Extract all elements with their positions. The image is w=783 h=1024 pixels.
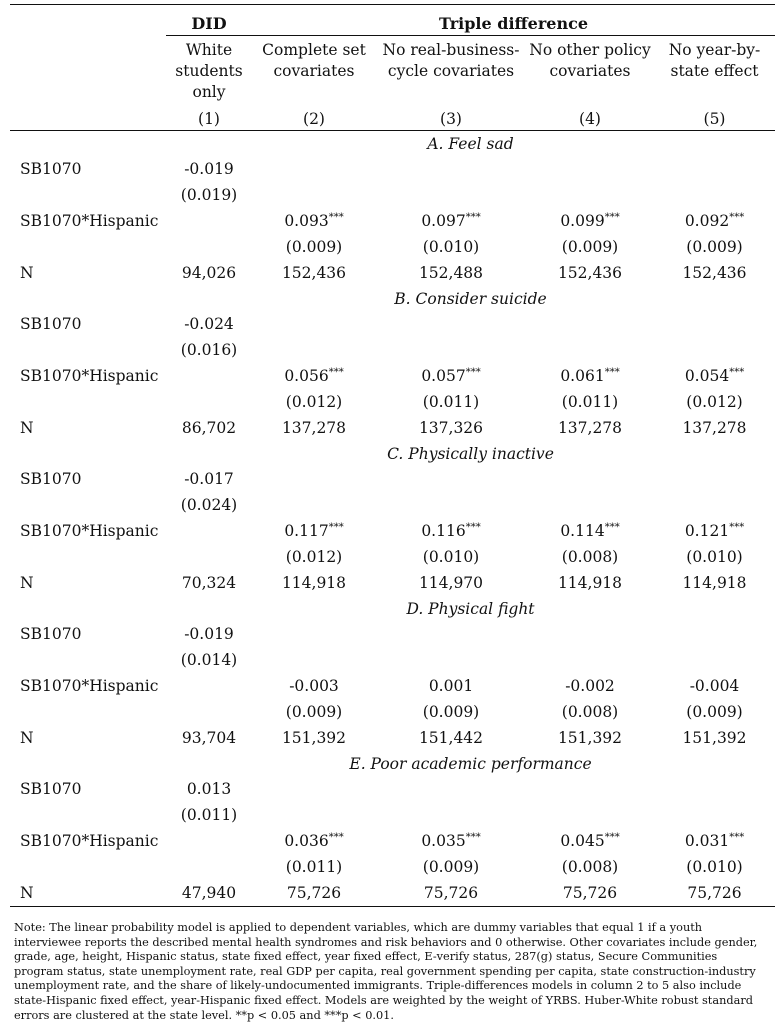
standard-error-cell [252,647,376,673]
coefficient-value: 0.114 [560,522,605,540]
coefficient-cell [654,725,775,751]
coefficient-value: -0.019 [184,160,234,178]
significance-stars: *** [604,521,620,533]
row-label: SB1070 [20,470,82,488]
column-header-1 [166,36,252,105]
coefficient-value: 137,278 [281,419,347,437]
coefficient-cell [376,673,526,699]
standard-error-cell: (0.010) [686,548,743,566]
coefficient-value: 151,442 [418,729,484,747]
coefficient-cell [376,466,526,492]
coefficient-cell [376,156,526,182]
coefficient-cell [252,621,376,647]
coefficient-value: 114,970 [418,574,484,592]
coefficient-value: 114,918 [557,574,623,592]
standard-error-cell [166,699,252,725]
standard-error-row [10,647,775,673]
coefficient-cell [252,363,376,389]
row-label: SB1070*Hispanic [20,367,159,385]
row-label: N [20,264,34,282]
coefficient-value: 75,726 [562,884,618,902]
coefficient-cell [526,208,654,234]
column-header-line: covariates [549,62,631,80]
coefficient-cell [654,311,775,337]
column-header-line: students [175,62,243,80]
coefficient-cell [166,466,252,492]
standard-error-cell [526,802,654,828]
panel-title: B. Consider suicide [394,289,547,308]
significance-stars: *** [465,211,481,223]
row-label: SB1070*Hispanic [20,677,159,695]
coefficient-cell [526,570,654,596]
row-label: SB1070 [20,315,82,333]
standard-error-cell [376,182,526,208]
standard-error-cell [376,647,526,673]
column-header-4 [526,36,654,105]
coefficient-cell [654,415,775,441]
coefficient-cell [654,673,775,699]
column-header-line: White [185,41,233,59]
panel-title: E. Poor academic performance [349,754,592,773]
coefficient-cell [166,311,252,337]
coefficient-value: 0.035 [421,832,466,850]
column-header-line: only [192,83,226,101]
column-number-3: (3) [376,104,526,131]
significance-stars: *** [604,366,620,378]
coefficient-value: 47,940 [181,884,237,902]
row-label: SB1070*Hispanic [20,522,159,540]
table-row [10,673,775,699]
standard-error-cell [166,854,252,880]
significance-stars: *** [328,521,344,533]
row-label: SB1070 [20,625,82,643]
coefficient-cell [252,880,376,907]
standard-error-cell: (0.010) [422,238,480,256]
coefficient-value: 75,726 [687,884,742,902]
coefficient-cell [166,208,252,234]
coefficient-value: 137,326 [418,419,484,437]
standard-error-cell: (0.012) [285,393,343,411]
table-row [10,208,775,234]
table-row [10,828,775,854]
significance-stars: *** [729,211,745,223]
coefficient-value: 137,278 [557,419,623,437]
table-row [10,156,775,182]
standard-error-cell: (0.024) [180,496,238,514]
significance-stars: *** [328,831,344,843]
coefficient-cell [654,260,775,286]
standard-error-row [10,802,775,828]
standard-error-cell [526,647,654,673]
coefficient-value: 94,026 [181,264,237,282]
table-row [10,725,775,751]
coefficient-cell [166,621,252,647]
coefficient-value: -0.017 [184,470,234,488]
coefficient-cell [252,466,376,492]
significance-stars: *** [729,366,745,378]
standard-error-cell [654,492,775,518]
significance-stars: *** [328,211,344,223]
coefficient-value: 0.056 [284,367,329,385]
coefficient-cell [654,518,775,544]
column-number-1: (1) [166,104,252,131]
standard-error-cell: (0.011) [561,393,619,411]
coefficient-value: 137,278 [682,419,747,437]
row-label: SB1070 [20,780,82,798]
standard-error-cell [166,234,252,260]
standard-error-cell [252,492,376,518]
row-label: N [10,880,166,907]
significance-stars: *** [604,211,620,223]
standard-error-cell: (0.019) [180,186,238,204]
significance-stars: *** [465,521,481,533]
table-row [10,260,775,286]
coefficient-value: -0.002 [565,677,615,695]
table-row [10,621,775,647]
coefficient-cell [252,518,376,544]
coefficient-cell [654,828,775,854]
coefficient-value: 0.117 [284,522,329,540]
coefficient-cell [654,621,775,647]
column-header-3 [376,36,526,105]
standard-error-row [10,337,775,363]
coefficient-value: 0.045 [560,832,605,850]
coefficient-cell [526,466,654,492]
table-row [10,570,775,596]
coefficient-value: 75,726 [286,884,342,902]
standard-error-cell: (0.012) [285,548,343,566]
table-body [10,5,775,907]
coefficient-value: 0.057 [421,367,466,385]
column-number-5: (5) [654,104,775,131]
coefficient-cell [376,725,526,751]
coefficient-cell [654,208,775,234]
coefficient-cell [166,673,252,699]
coefficient-cell [654,156,775,182]
standard-error-row [10,492,775,518]
coefficient-cell [654,363,775,389]
row-label: N [20,419,34,437]
coefficient-cell [376,621,526,647]
coefficient-cell [376,828,526,854]
coefficient-value: 0.093 [284,212,329,230]
coefficient-cell [376,518,526,544]
coefficient-cell [166,156,252,182]
panel-title: D. Physical fight [406,599,535,618]
coefficient-cell [376,776,526,802]
coefficient-value: -0.003 [289,677,339,695]
coefficient-cell [376,880,526,907]
coefficient-value: 0.013 [186,780,232,798]
table-row [10,776,775,802]
significance-stars: *** [465,831,481,843]
coefficient-value: 70,324 [181,574,237,592]
standard-error-cell: (0.011) [180,806,238,824]
coefficient-value: 75,726 [423,884,479,902]
column-number-row [10,104,775,131]
standard-error-cell [166,389,252,415]
coefficient-cell [654,776,775,802]
table-row [10,880,775,907]
coefficient-value: 0.031 [684,832,730,850]
coefficient-value: 152,436 [682,264,747,282]
group-label-triple: Triple difference [252,11,775,36]
coefficient-value: 0.097 [421,212,466,230]
coefficient-cell [526,311,654,337]
coefficient-cell [166,570,252,596]
coefficient-cell [526,518,654,544]
coefficient-cell [526,621,654,647]
standard-error-cell: (0.009) [422,858,480,876]
standard-error-cell: (0.010) [686,858,743,876]
coefficient-value: 0.099 [560,212,605,230]
coefficient-value: 0.036 [284,832,329,850]
significance-stars: *** [604,831,620,843]
coefficient-value: 151,392 [281,729,347,747]
coefficient-cell [252,208,376,234]
coefficient-cell [166,880,252,907]
column-number-4: (4) [526,104,654,131]
coefficient-cell [252,260,376,286]
coefficient-value: -0.019 [184,625,234,643]
column-header-line: No other policy [529,41,651,59]
standard-error-cell [252,802,376,828]
column-header-5 [654,36,775,105]
table-row [10,466,775,492]
coefficient-cell [252,828,376,854]
panel-title-row [10,596,775,621]
column-header-line: state effect [670,62,759,80]
standard-error-cell [654,182,775,208]
coefficient-cell [166,260,252,286]
coefficient-value: 86,702 [181,419,237,437]
standard-error-cell [166,544,252,570]
coefficient-value: 93,704 [181,729,237,747]
standard-error-row [10,854,775,880]
standard-error-row [10,389,775,415]
standard-error-cell: (0.011) [285,858,343,876]
standard-error-cell: (0.011) [422,393,480,411]
coefficient-cell [526,725,654,751]
significance-stars: *** [729,521,745,533]
coefficient-cell [376,311,526,337]
row-label: SB1070*Hispanic [20,832,159,850]
coefficient-value: 114,918 [281,574,347,592]
coefficient-cell [376,260,526,286]
standard-error-cell [376,492,526,518]
regression-table [10,4,775,907]
standard-error-row [10,234,775,260]
standard-error-cell [526,337,654,363]
panel-title-row [10,286,775,311]
panel-title-row [10,441,775,466]
row-label: N [20,729,34,747]
table-row [10,518,775,544]
standard-error-cell [252,337,376,363]
column-header-line: No year-by- [668,41,761,59]
coefficient-value: 152,488 [418,264,484,282]
column-header-2 [252,36,376,105]
column-header-line: Complete set [262,41,366,59]
coefficient-value: -0.024 [184,315,234,333]
coefficient-cell [526,880,654,907]
standard-error-cell: (0.012) [686,393,743,411]
standard-error-cell [252,182,376,208]
coefficient-cell [252,156,376,182]
standard-error-cell: (0.014) [180,651,238,669]
coefficient-cell [166,518,252,544]
standard-error-cell: (0.009) [686,238,743,256]
standard-error-cell: (0.008) [561,858,619,876]
table-row [10,311,775,337]
coefficient-cell [252,673,376,699]
coefficient-value: 152,436 [557,264,623,282]
coefficient-cell [526,156,654,182]
significance-stars: *** [328,366,344,378]
standard-error-row [10,699,775,725]
row-label: N [20,574,34,592]
coefficient-cell [166,363,252,389]
coefficient-cell [526,363,654,389]
standard-error-row [10,544,775,570]
coefficient-cell [166,415,252,441]
coefficient-value: 152,436 [281,264,347,282]
panel-title: A. Feel sad [427,134,514,153]
coefficient-value: 0.054 [684,367,730,385]
standard-error-cell [654,647,775,673]
significance-stars: *** [465,366,481,378]
standard-error-cell: (0.008) [561,703,619,721]
standard-error-cell [526,492,654,518]
coefficient-cell [654,570,775,596]
standard-error-cell: (0.010) [422,548,480,566]
coefficient-value: 0.116 [421,522,466,540]
group-label-did: DID [166,11,252,36]
coefficient-cell [252,415,376,441]
coefficient-cell [376,415,526,441]
coefficient-cell [526,673,654,699]
standard-error-cell [526,182,654,208]
panel-title: C. Physically inactive [387,444,554,463]
standard-error-cell [376,802,526,828]
panel-title-row [10,131,775,157]
coefficient-value: 0.092 [684,212,730,230]
standard-error-cell: (0.009) [285,238,343,256]
standard-error-cell [654,802,775,828]
standard-error-cell: (0.009) [285,703,343,721]
coefficient-cell [654,466,775,492]
coefficient-cell [252,570,376,596]
coefficient-cell [252,311,376,337]
standard-error-cell: (0.016) [180,341,238,359]
coefficient-cell [376,363,526,389]
table-row [10,363,775,389]
standard-error-cell [376,337,526,363]
coefficient-value: 0.061 [560,367,605,385]
coefficient-cell [166,725,252,751]
column-header-line: No real-business- [382,41,520,59]
row-label: SB1070*Hispanic [20,212,159,230]
panel-title-row [10,751,775,776]
coefficient-cell [376,570,526,596]
column-header-line: cycle covariates [387,62,515,80]
row-label: SB1070 [20,160,82,178]
standard-error-cell: (0.009) [561,238,619,256]
column-number-2: (2) [252,104,376,131]
coefficient-cell [166,828,252,854]
table-note: Note: The linear probability model is applied to dependent variables, which are dummy variables that equal 1 if a youth interviewee reports the described mental health syndromes and risk behaviors and 0 otherwise. Other covariates include gender, grade, age, height, Hispanic status, state fixed effect, year fixed effect, E-verify status, 287(g) status, Secure Communities program status, state unemployment rate, real GDP per capita, real government spending per capita, state construction-industry unemployment rate, and the share of likely-undocumented immigrants. Triple-differences models in column 2 to 5 also include state-Hispanic fixed effect, year-Hispanic fixed effect. Models are weighted by the weight of YRBS. Huber-White robust standard errors are clustered at the state level. **p < 0.05 and ***p < 0.01. [14,921,758,1022]
column-header-line: covariates [273,62,355,80]
coefficient-cell [654,880,775,907]
standard-error-cell: (0.009) [686,703,743,721]
coefficient-cell [526,776,654,802]
coefficient-cell [526,260,654,286]
coefficient-value: 151,392 [682,729,747,747]
coefficient-cell [252,725,376,751]
coefficient-value: 114,918 [682,574,747,592]
coefficient-value: 0.001 [428,677,474,695]
standard-error-cell [654,337,775,363]
standard-error-row [10,182,775,208]
coefficient-cell [526,415,654,441]
coefficient-cell [376,208,526,234]
coefficient-value: -0.004 [689,677,740,695]
group-header-row [10,11,775,36]
column-header-row [10,36,775,105]
standard-error-cell: (0.009) [422,703,480,721]
coefficient-value: 151,392 [557,729,623,747]
coefficient-cell [526,828,654,854]
coefficient-cell [252,776,376,802]
significance-stars: *** [729,831,745,843]
standard-error-cell: (0.008) [561,548,619,566]
table-row [10,415,775,441]
coefficient-value: 0.121 [684,522,730,540]
coefficient-cell [166,776,252,802]
